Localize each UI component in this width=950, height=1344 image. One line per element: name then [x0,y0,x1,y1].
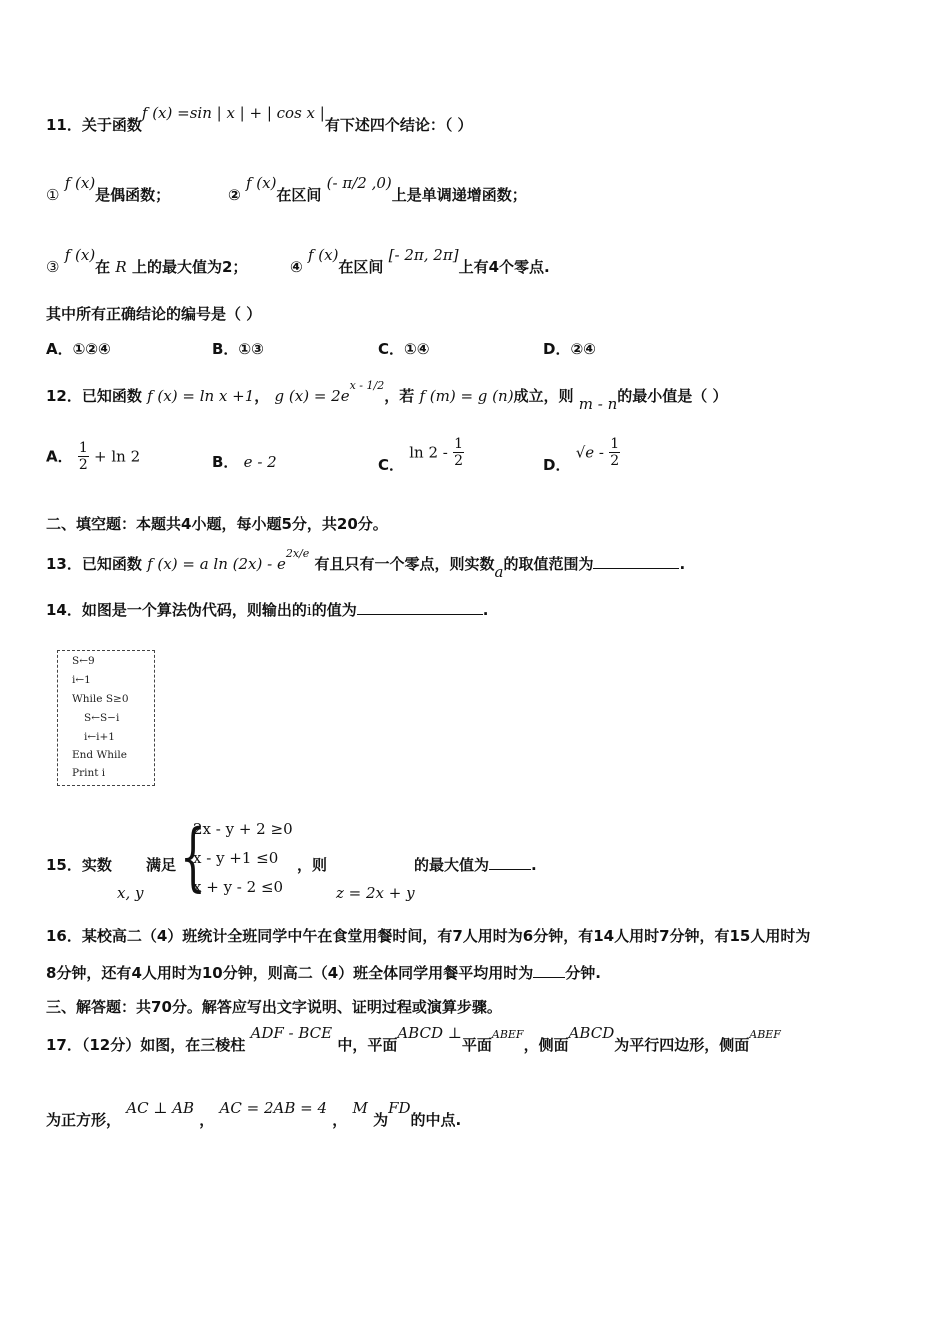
q11-s3-text: 上的最大值为2； [131,258,248,276]
q13-tail: 的取值范围为 [503,555,594,573]
q17-cond-1: AC ⊥ AB [126,1099,195,1117]
q17-FD: FD [388,1099,411,1117]
q11-s3-f: f (x) [64,246,96,264]
q16-tail: 分钟. [565,964,601,982]
q12-ruo: ，若 [384,387,415,405]
q11-s2-interval: (- π/2 ,0) [326,174,392,192]
q15-ze: ，则 [297,856,328,874]
q15-xy: x, y [117,884,144,902]
q15-ineq-2: x - y +1 ≤0 [193,849,279,867]
q11-s4-f: f (x) [307,246,339,264]
q12-optA-fraction [78,440,89,473]
q12-mn: m - n [578,395,618,413]
q11-s2-text: 上是单调递增函数； [391,186,527,204]
q14-answer-blank[interactable] [357,600,483,615]
q17-number: 17．（12分）如图，在三棱柱 [46,1036,246,1054]
q13-exponent: 2x/e [285,547,310,560]
q12-optD-num: 1 [610,436,620,452]
section-2-heading: 二、填空题：本题共4小题，每小题5分，共20分。 [46,515,388,533]
q17-wei: 为 [373,1111,389,1129]
q17-prism: ADF - BCE [250,1024,333,1042]
q12-g-exponent: x - 1/2 [349,379,385,392]
q13-mid: 有且只有一个零点，则实数 [314,555,495,573]
q15-ineq-3: x + y - 2 ≤0 [193,878,284,896]
q11-option-d: D．②④ [543,340,596,358]
q12-optD-den: 2 [610,453,620,469]
section-3-heading: 三、解答题：共70分。解答应写出文字说明、证明过程或演算步骤。 [46,998,502,1016]
q17-tail: 的中点. [410,1111,462,1129]
q17-M: M [352,1099,368,1117]
q17-comma: ， [199,1111,215,1129]
q13-answer-blank[interactable] [593,554,679,569]
q11-s2-mark: ② [228,186,241,204]
pseudocode-box [57,650,155,786]
q12-optC-num: 1 [454,436,464,452]
q12-tail: 的最小值是（ ） [617,387,728,405]
q17-comma-2: ， [332,1111,348,1129]
q12-optD-fraction [609,436,620,469]
q12-comma: ， [254,387,270,405]
code-line: S←S−i [84,712,120,724]
q11-function: f (x) =sin | x | + | cos x | [141,104,325,122]
q11-s3-R: R [115,258,127,276]
q12-optC-label: C． [378,455,405,474]
q11-number: 11．关于函数 [46,116,142,134]
code-line: i←1 [72,674,91,686]
q15-brace: { [180,814,206,900]
q11-option-b: B．①③ [212,340,264,358]
code-line: While S≥0 [72,693,129,705]
q11-s2-mid: 在区间 [276,186,322,204]
q12-optD-pre: √e - [575,443,604,462]
code-line: End While [72,749,127,761]
q11-tail: 有下述四个结论：（ ） [324,116,473,134]
q11-s4-mark: ④ [290,258,303,276]
q11-s3-in: 在 [95,258,111,276]
q12-optA-rest: + ln 2 [94,447,141,466]
q12-optC-fraction [453,436,464,469]
q16-answer-blank[interactable] [533,963,565,978]
q11-s1-mark: ① [46,186,60,204]
q12-g: g (x) = 2e [274,387,350,405]
q11-s2-f: f (x) [245,174,277,192]
q17-plane-2: ABEF [491,1028,524,1041]
q15-tail: 的最大值为 [414,856,490,874]
q12-optC-pre: ln 2 - [409,443,448,462]
q15-man: 满足 [146,856,177,874]
q17-plane-1: ABCD ⊥ [397,1024,462,1042]
q17-square: 为正方形， [46,1111,122,1129]
q14-i: i [306,601,312,619]
q12-number: 12．已知函数 [46,387,142,405]
q17-para: 为平行四边形，侧面 [614,1036,750,1054]
q17-plane-3: ABCD [568,1024,615,1042]
q14-end: . [482,601,489,619]
q13-function: f (x) = a ln (2x) - e [147,555,286,573]
q11-s4-text: 上有4个零点. [458,258,550,276]
q12-optA-num: 1 [78,440,88,456]
q13-end: . [679,555,686,573]
q16-line-2: 8分钟，还有4人用时为10分钟，则高二（4）班全体同学用餐平均用时为 [46,964,534,982]
q15-number: 15．实数 [46,856,112,874]
q12-optA-den: 2 [78,457,88,473]
q11-option-a: A．①②④ [46,340,111,358]
code-line: i←i+1 [84,731,115,743]
q15-z: z = 2x + y [336,884,415,902]
q12-optB: e - 2 [243,453,277,471]
q15-ineq-1: 2x - y + 2 ≥0 [193,820,293,838]
q11-s1-text: 是偶函数； [95,186,171,204]
q11-ask: 其中所有正确结论的编号是（ ） [46,305,262,323]
q11-s1-f: f (x) [64,174,96,192]
q17-plane-4: ABEF [749,1028,781,1041]
q17-cond-2: AC = 2AB = 4 [219,1099,328,1117]
q16-line-1: 16．某校高二（4）班统计全班同学中午在食堂用餐时间，有7人用时为6分钟，有14人用时7分钟，有15人用时为 [46,927,811,945]
q17-zhong: 中，平面 [337,1036,398,1054]
q13-a: a [494,563,504,581]
q11-s3-mark: ③ [46,258,60,276]
q12-optA-label: A． [46,447,73,466]
code-line: S←9 [72,655,95,667]
q11-s4-mid: 在区间 [338,258,384,276]
q11-s4-interval: [- 2π, 2π] [388,246,459,264]
q17-ce: ，侧面 [523,1036,569,1054]
q17-pingmian: 平面 [461,1036,492,1054]
q12-f: f (x) = ln x +1 [147,387,255,405]
q14-text: 14．如图是一个算法伪代码，则输出的 [46,601,307,619]
q14-tail: 的值为 [311,601,357,619]
q12-optD-label: D． [543,455,571,474]
q12-optC-den: 2 [454,453,464,469]
q12-condition: f (m) = g (n) [419,387,514,405]
q15-end: . [531,856,537,874]
q12-cheng: 成立，则 [513,387,574,405]
code-line: Print i [72,767,106,779]
q15-answer-blank[interactable] [489,855,531,870]
q12-optB-label: B． [212,453,239,471]
q13-number: 13．已知函数 [46,555,142,573]
q11-option-c: C．①④ [378,340,430,358]
